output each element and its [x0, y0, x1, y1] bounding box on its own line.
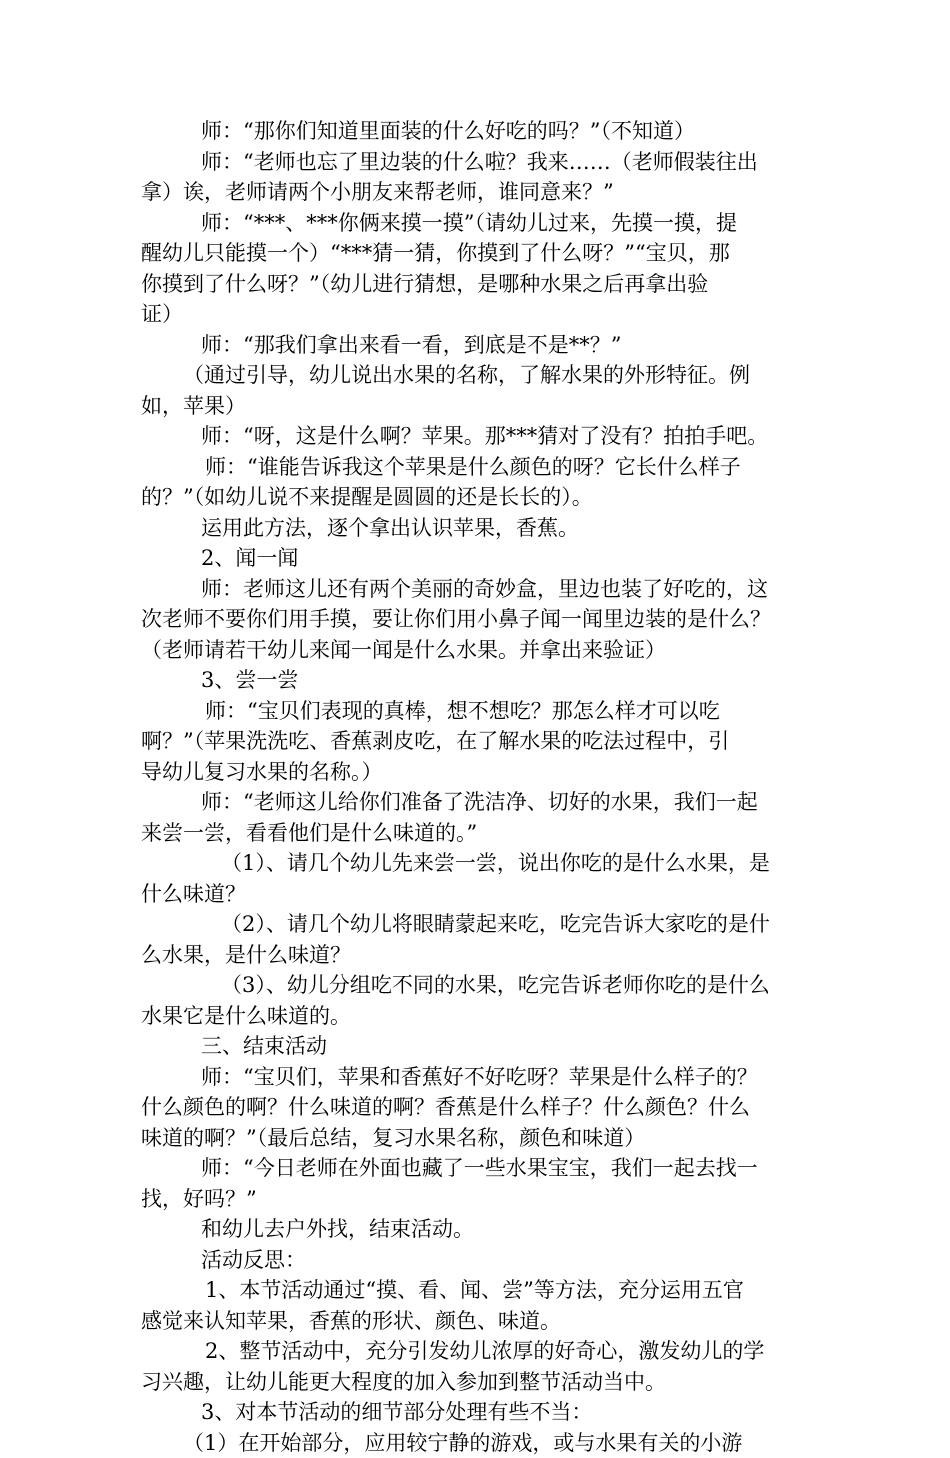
paragraph-line: （1）在开始部分，应用较宁静的游戏，或与水果有关的小游 [141, 1428, 821, 1458]
section-heading: 三、结束活动 [141, 1031, 821, 1062]
paragraph-line: （1）、请几个幼儿先来尝一尝，说出你吃的是什么水果，是 [141, 848, 821, 879]
document-body [141, 116, 821, 1458]
paragraph-line: 么水果，是什么味道？ [141, 940, 821, 971]
paragraph-line: 如，苹果） [141, 391, 821, 422]
paragraph-line: 味道的啊？”（最后总结，复习水果名称，颜色和味道） [141, 1123, 821, 1154]
section-heading: 2、闻一闻 [141, 543, 821, 574]
paragraph-line: 醒幼儿只能摸一个）“***猜一猜，你摸到了什么呀？”“宝贝，那 [141, 238, 821, 269]
paragraph-line: 习兴趣，让幼儿能更大程度的加入参加到整节活动当中。 [141, 1367, 821, 1398]
paragraph-line: 师：老师这儿还有两个美丽的奇妙盒，里边也装了好吃的，这 [141, 574, 821, 605]
paragraph-line: 什么颜色的啊？什么味道的啊？香蕉是什么样子？什么颜色？什么 [141, 1092, 821, 1123]
paragraph-line: （2）、请几个幼儿将眼睛蒙起来吃，吃完告诉大家吃的是什 [141, 909, 821, 940]
section-heading: 3、尝一尝 [141, 665, 821, 696]
paragraph-line: （3）、幼儿分组吃不同的水果，吃完告诉老师你吃的是什么 [141, 970, 821, 1001]
paragraph-line: 找，好吗？” [141, 1184, 821, 1215]
paragraph-line: 3、对本节活动的细节部分处理有些不当： [141, 1397, 821, 1428]
paragraph-line: 师：“老师这儿给你们准备了洗洁净、切好的水果，我们一起 [141, 787, 821, 818]
paragraph-line: 你摸到了什么呀？”（幼儿进行猜想，是哪种水果之后再拿出验 [141, 269, 821, 300]
paragraph-line: 师：“宝贝们，苹果和香蕉好不好吃呀？苹果是什么样子的？ [141, 1062, 821, 1093]
paragraph-line: 感觉来认知苹果，香蕉的形状、颜色、味道。 [141, 1306, 821, 1337]
paragraph-line: 次老师不要你们用手摸，要让你们用小鼻子闻一闻里边装的是什么？ [141, 604, 821, 635]
paragraph-line: 来尝一尝，看看他们是什么味道的。” [141, 818, 821, 849]
paragraph-line: （通过引导，幼儿说出水果的名称，了解水果的外形特征。例 [141, 360, 821, 391]
paragraph-line: （老师请若干幼儿来闻一闻是什么水果。并拿出来验证） [141, 635, 821, 666]
paragraph-line: 师：“今日老师在外面也藏了一些水果宝宝，我们一起去找一 [141, 1153, 821, 1184]
paragraph-line: 1、本节活动通过“摸、看、闻、尝”等方法，充分运用五官 [141, 1275, 821, 1306]
paragraph-line: 师：“那你们知道里面装的什么好吃的吗？”（不知道） [141, 116, 821, 147]
paragraph-line: 导幼儿复习水果的名称。） [141, 757, 821, 788]
paragraph-line: 证） [141, 299, 821, 330]
paragraph-line: 2、整节活动中，充分引发幼儿浓厚的好奇心，激发幼儿的学 [141, 1336, 821, 1367]
paragraph-line: 运用此方法，逐个拿出认识苹果，香蕉。 [141, 513, 821, 544]
paragraph-line: 和幼儿去户外找，结束活动。 [141, 1214, 821, 1245]
paragraph-line: 师：“呀，这是什么啊？苹果。那***猜对了没有？拍拍手吧。 [141, 421, 821, 452]
paragraph-line: 拿）诶，老师请两个小朋友来帮老师，谁同意来？” [141, 177, 821, 208]
paragraph-line: 师：“***、***你俩来摸一摸”（请幼儿过来，先摸一摸，提 [141, 208, 821, 239]
paragraph-line: 什么味道？ [141, 879, 821, 910]
paragraph-line: 水果它是什么味道的。 [141, 1001, 821, 1032]
paragraph-line: 师：“老师也忘了里边装的什么啦？我来……（老师假装往出 [141, 147, 821, 178]
paragraph-line: 啊？”（苹果洗洗吃、香蕉剥皮吃，在了解水果的吃法过程中，引 [141, 726, 821, 757]
section-heading: 活动反思： [141, 1245, 821, 1276]
paragraph-line: 师：“那我们拿出来看一看，到底是不是**？” [141, 330, 821, 361]
paragraph-line: 师：“宝贝们表现的真棒，想不想吃？那怎么样才可以吃 [141, 696, 821, 727]
paragraph-line: 的？”（如幼儿说不来提醒是圆圆的还是长长的）。 [141, 482, 821, 513]
paragraph-line: 师：“谁能告诉我这个苹果是什么颜色的呀？它长什么样子 [141, 452, 821, 483]
